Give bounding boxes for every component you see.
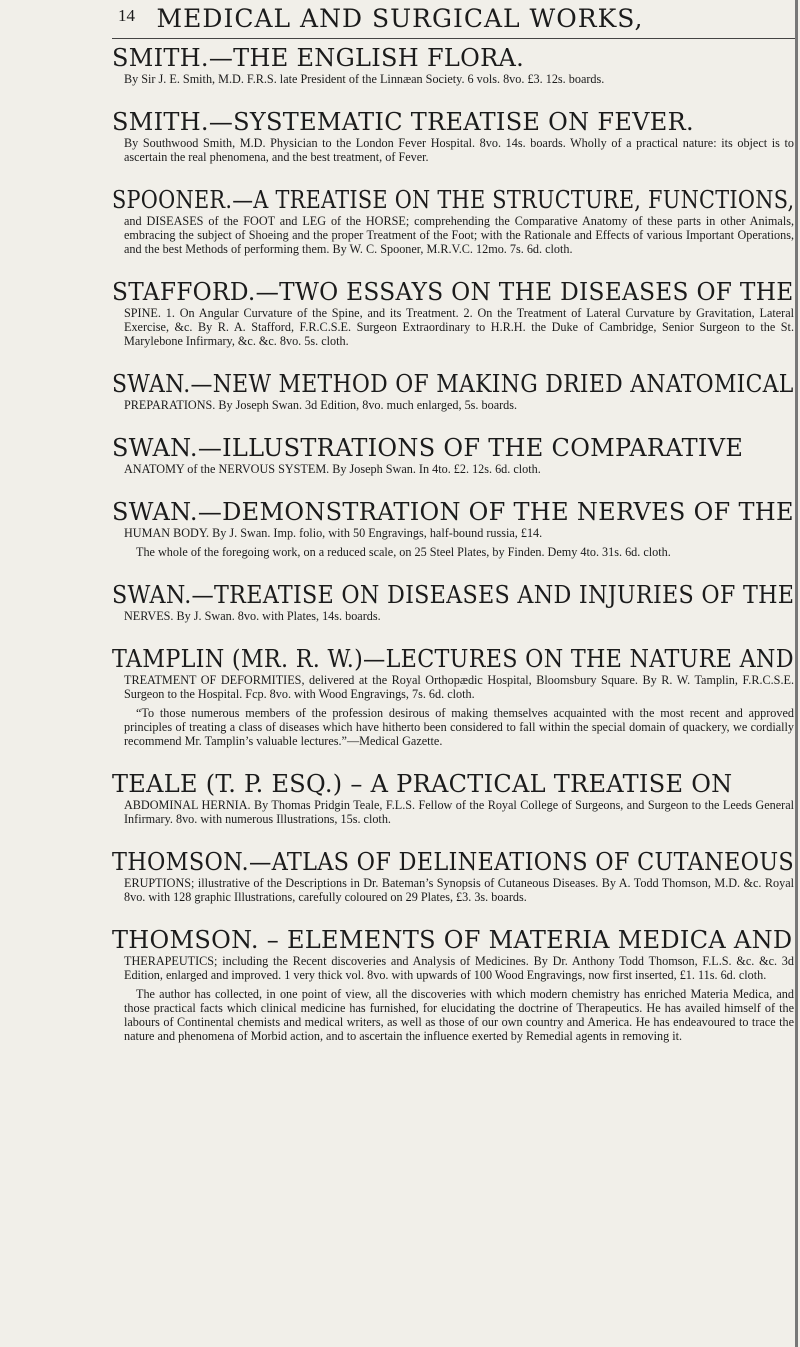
entry-heading: SWAN.—DEMONSTRATION OF THE NERVES OF THE <box>112 498 794 526</box>
catalogue-entry <box>112 434 794 476</box>
entry-description: ERUPTIONS; illustrative of the Descriptions in Dr. Bateman’s Synopsis of Cutaneous Diseases. By A. Todd Thomson, M.D. &c. Royal 8vo. with 128 graphic Illustrations, carefully coloured on 29 Plates, £3. 3s. boards. <box>124 876 794 904</box>
entry-note: The whole of the foregoing work, on a reduced scale, on 25 Steel Plates, by Finden. Demy 4to. 31s. 6d. cloth. <box>136 545 671 559</box>
catalogue-entry <box>112 848 794 904</box>
catalogue-entry <box>112 645 794 748</box>
catalogue-entry <box>112 926 794 1043</box>
entry-heading: TEALE (T. P. ESQ.) – A PRACTICAL TREATISE ON <box>112 770 733 798</box>
catalogue-entry <box>112 581 794 623</box>
catalogue-entry <box>112 370 794 412</box>
entry-note: The author has collected, in one point of view, all the discoveries with which modern chemistry has enriched Materia Medica, and those practical facts which clinical medicine has furnished, for elucidating the doctrine of Therapeutics. He has availed himself of the labours of Continental chemists and medical writers, as well as those of our own country and America. He has endeavoured to trace the nature and phenomena of Morbid action, and to ascertain the influence exerted by Remedial agents in removing it. <box>124 987 794 1043</box>
running-title: MEDICAL AND SURGICAL WORKS, <box>156 4 644 33</box>
entry-review-quote: “To those numerous members of the profession desirous of making themselves acquainted with the most recent and approved principles of treating a class of diseases which have hitherto been considered to fall within the special domain of quackery, we cordially recommend Mr. Tamplin’s valuable lectures.”—Medical Gazette. <box>124 706 794 748</box>
entry-description: SPINE. 1. On Angular Curvature of the Spine, and its Treatment. 2. On the Treatment of Lateral Curvature by Gravitation, Lateral Exercise, &c. By R. A. Stafford, F.R.C.S.E. Surgeon Extraordinary to H.R.H. the Duke of Cambridge, Senior Surgeon to the St. Marylebone Infirmary, &c. &c. 8vo. 5s. cloth. <box>124 306 794 348</box>
catalogue-entry <box>112 278 794 348</box>
running-head <box>0 4 800 40</box>
entry-description: and DISEASES of the FOOT and LEG of the HORSE; comprehending the Comparative Anatomy of these parts in other Animals, embracing the subject of Shoeing and the proper Treatment of the Foot; with the Rationale and Effects of various Important Operations, and the best Methods of performing them. By W. C. Spooner, M.R.V.C. 12mo. 7s. 6d. cloth. <box>124 214 794 256</box>
entry-heading: SWAN.—NEW METHOD OF MAKING DRIED ANATOMICAL <box>112 370 794 398</box>
entry-description: ANATOMY of the NERVOUS SYSTEM. By Joseph Swan. In 4to. £2. 12s. 6d. cloth. <box>124 462 541 476</box>
entry-heading: SMITH.—SYSTEMATIC TREATISE ON FEVER. <box>112 108 694 136</box>
catalogue-entry <box>112 44 794 86</box>
catalogue-entry <box>112 498 794 559</box>
catalogue-entry <box>112 770 794 826</box>
entry-heading: SMITH.—THE ENGLISH FLORA. <box>112 44 525 72</box>
entry-heading: SPOONER.—A TREATISE ON THE STRUCTURE, FUNCTIONS, <box>112 186 795 214</box>
entry-heading: TAMPLIN (MR. R. W.)—LECTURES ON THE NATURE AND <box>112 645 794 673</box>
entry-description: NERVES. By J. Swan. 8vo. with Plates, 14s. boards. <box>124 609 381 623</box>
header-rule <box>112 38 798 39</box>
entry-heading: SWAN.—TREATISE ON DISEASES AND INJURIES OF THE <box>112 581 795 609</box>
entry-description: HUMAN BODY. By J. Swan. Imp. folio, with 50 Engravings, half-bound russia, £14. <box>124 526 543 540</box>
entry-heading: THOMSON. – ELEMENTS OF MATERIA MEDICA AND <box>112 926 793 954</box>
page-edge <box>795 0 798 1347</box>
entry-description: ABDOMINAL HERNIA. By Thomas Pridgin Teale, F.L.S. Fellow of the Royal College of Surgeons, and Surgeon to the Leeds General Infirmary. 8vo. with numerous Illustrations, 15s. cloth. <box>124 798 794 826</box>
entry-heading: STAFFORD.—TWO ESSAYS ON THE DISEASES OF THE <box>112 278 794 306</box>
entry-description: PREPARATIONS. By Joseph Swan. 3d Edition, 8vo. much enlarged, 5s. boards. <box>124 398 518 412</box>
page-number: 14 <box>118 6 135 25</box>
entry-heading: SWAN.—ILLUSTRATIONS OF THE COMPARATIVE <box>112 434 744 462</box>
entry-description: By Southwood Smith, M.D. Physician to the London Fever Hospital. 8vo. 14s. boards. Wholly of a practical nature: its object is to ascertain the real phenomena, and the best treatment, of Fever. <box>124 136 794 164</box>
entry-description: TREATMENT OF DEFORMITIES, delivered at the Royal Orthopædic Hospital, Bloomsbury Square. By R. W. Tamplin, F.R.C.S.E. Surgeon to the Hospital. Fcp. 8vo. with Wood Engravings, 7s. 6d. cloth. <box>124 673 794 701</box>
catalogue-entry <box>112 186 794 256</box>
entry-heading: THOMSON.—ATLAS OF DELINEATIONS OF CUTANEOUS <box>112 848 795 876</box>
entry-description: THERAPEUTICS; including the Recent discoveries and Analysis of Medicines. By Dr. Anthony Todd Thomson, F.L.S. &c. &c. 3d Edition, enlarged and improved. 1 very thick vol. 8vo. with upwards of 100 Wood Engravings, now first inserted, £1. 11s. 6d. cloth. <box>124 954 794 982</box>
catalogue-entry <box>112 108 794 164</box>
catalogue-entries <box>112 44 794 1065</box>
entry-description: By Sir J. E. Smith, M.D. F.R.S. late President of the Linnæan Society. 6 vols. 8vo. £3. 12s. boards. <box>124 72 605 86</box>
